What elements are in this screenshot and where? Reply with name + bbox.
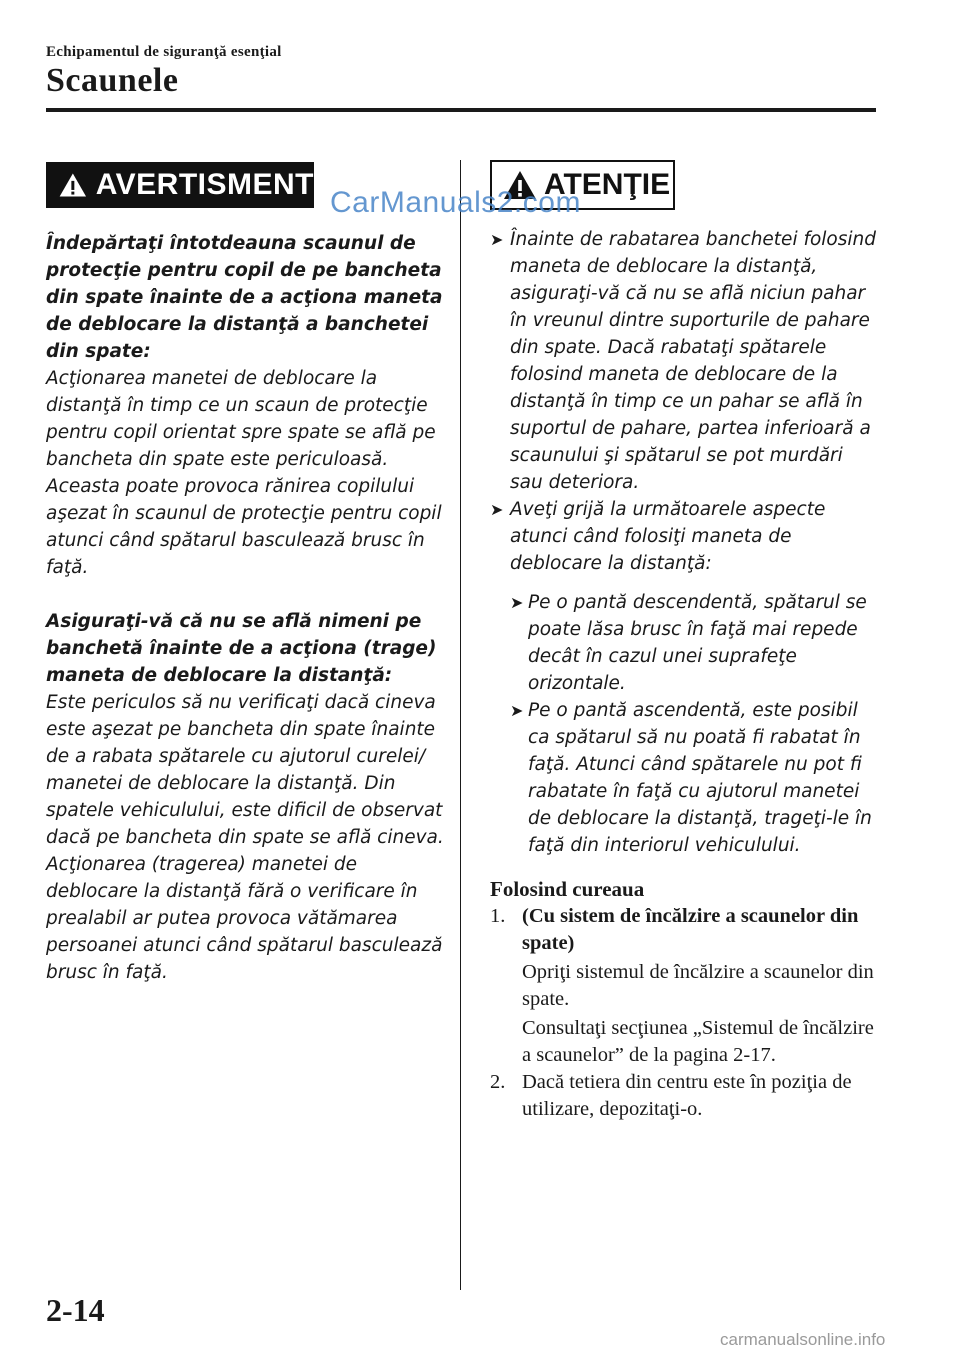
warning-text-2: Este periculos să nu verificaţi dacă cineva este aşezat pe bancheta din spate înainte de a rabata spătarele cu ajutorul curelei/ manetei de deblocare la distanţă. Din spatele vehiculului, este dificil de observat dacă pe bancheta din spate se află cineva. Acţionarea (tragerea) manetei de deblocare la distanţă fără o verificare în prealabil ar putea provoca vătămarea persoanei atunci când spătarul basculează brusc în faţă.: [46, 692, 444, 983]
footer-watermark: carmanualsonline.info: [720, 1330, 886, 1349]
caution-bullet-text: Aveţi grijă la următoarele aspecte atunci când folosiţi maneta de deblocare la distanţă:: [510, 499, 826, 574]
warning-text-1: Acţionarea manetei de deblocare la distanţă în timp ce un scaun de protecţie pentru copil orientat spre spate se află pe bancheta din spate este periculoasă. Aceasta poate provoca rănirea copilului aşezat în scaunul de protecţie pentru copil atunci când spătarul basculează brusc în faţă.: [46, 368, 442, 578]
section-label: Echipamentul de siguranţă esenţial: [46, 44, 282, 60]
page-title: Scaunele: [46, 62, 179, 99]
step-text: Dacă tetiera din centru este în poziţia de utilizare, depozitaţi-o.: [522, 1071, 852, 1120]
caution-bullet: [490, 496, 880, 577]
caution-sub-bullet-text: Pe o pantă ascendentă, este posibil ca spătarul să nu poată fi rabatat în faţă. Atunci când spătarele nu pot fi rabatate în faţă cu ajutorul manetei de deblocare la distanţă, trageţi-le în faţă din interiorul vehiculului.: [528, 700, 872, 856]
watermark: CarManuals2.com: [330, 186, 581, 219]
caution-body: [490, 226, 880, 1123]
warning-body: [46, 230, 446, 986]
caution-bullet: [490, 226, 880, 496]
caution-label: ATENŢIE: [544, 168, 671, 201]
caution-sub-bullet: [510, 697, 880, 859]
warning-heading-2: Asiguraţi-vă că nu se află nimeni pe banchetă înainte de a acţiona (trage) maneta de deblocare la distanţă:: [46, 611, 437, 686]
caution-sub-bullet-text: Pe o pantă descendentă, spătarul se poate lăsa brusc în faţă mai repede decât în cazul unei suprafeţe orizontale.: [528, 592, 867, 694]
step-number: 1.: [490, 905, 506, 927]
caution-sub-bullet: [510, 589, 880, 697]
arrow-bullet-icon: ➤: [510, 593, 524, 612]
warning-heading-1: Îndepărtaţi întotdeauna scaunul de protecţie pentru copil de pe bancheta din spate înainte de a acţiona maneta de deblocare la distanţă a banchetei din spate:: [46, 233, 443, 362]
warning-label: AVERTISMENT: [95, 168, 314, 201]
procedure-heading: Folosind cureaua: [490, 877, 645, 901]
warning-badge: [46, 162, 314, 208]
arrow-bullet-icon: ➤: [510, 701, 524, 720]
caution-sub-list: [510, 589, 880, 859]
page-number: 2-14: [46, 1292, 105, 1328]
procedure-step: [490, 903, 880, 1069]
step-text: Opriţi sistemul de încălzire a scaunelor din spate.: [522, 961, 874, 1010]
step-title: (Cu sistem de încălzire a scaunelor din spate): [522, 905, 859, 954]
column-divider: [460, 160, 461, 1290]
step-number: 2.: [490, 1071, 506, 1093]
caution-bullet-text: Înainte de rabatarea banchetei folosind maneta de deblocare la distanţă, asiguraţi-vă că nu se află niciun pahar în vreunul dintre suporturile de pahare din spate. Dacă rabataţi spătarele folosind maneta de deblocare de la distanţă în timp ce un pahar se află în suportul de pahare, partea inferioară a scaunului şi spătarul se pot murdări sau deteriora.: [510, 229, 876, 493]
arrow-bullet-icon: ➤: [490, 230, 504, 249]
arrow-bullet-icon: ➤: [490, 500, 504, 519]
step-text: Consultaţi secţiunea „Sistemul de încălzire a scaunelor” de la pagina 2-17.: [522, 1017, 874, 1066]
procedure-step: [490, 1069, 880, 1123]
header-rule: [46, 108, 876, 112]
warning-triangle-icon: [58, 169, 88, 201]
